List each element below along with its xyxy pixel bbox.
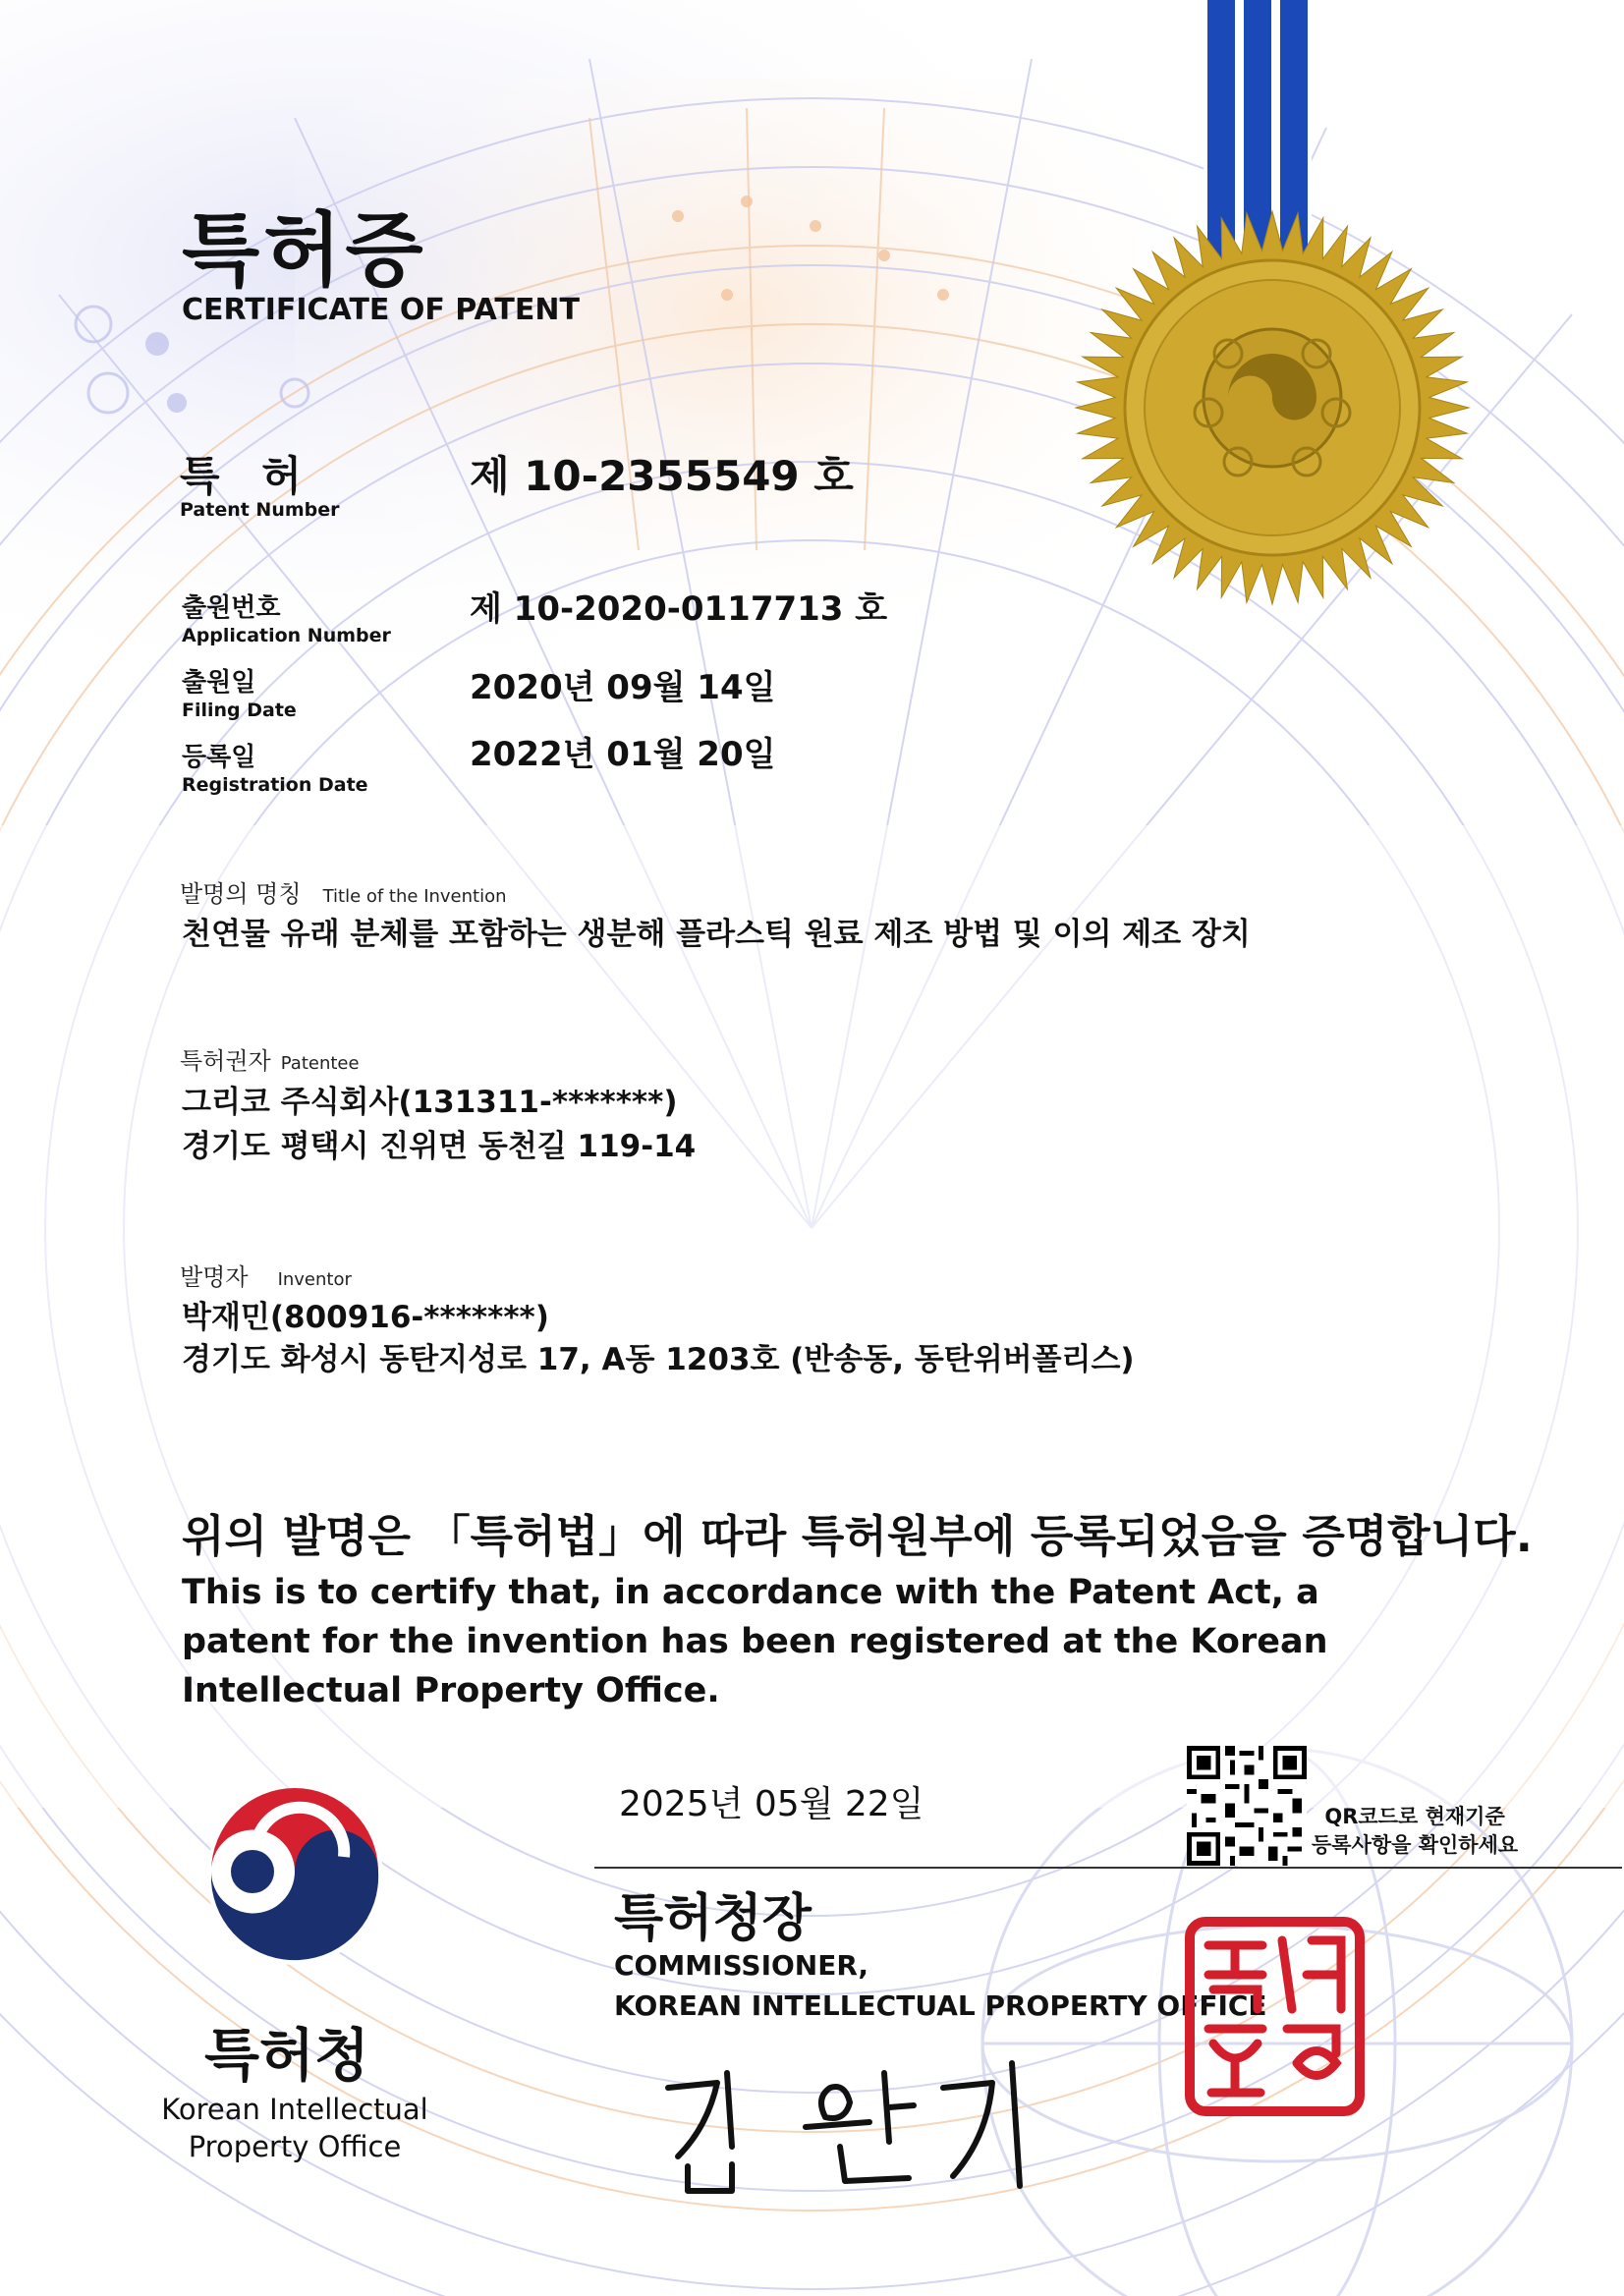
inventor-address: 경기도 화성시 동탄지성로 17, A동 1203호 (반송동, 동탄위버폴리스) (182, 1342, 1135, 1377)
invention-label-en: Title of the Invention (322, 886, 507, 907)
registration-date-label-en: Registration Date (182, 774, 368, 796)
commissioner-signature (648, 2048, 1041, 2196)
office-name-en-line2: Property Office (188, 2130, 402, 2163)
application-number-value: 제 10-2020-0117713 호 (470, 589, 888, 629)
signature-rule (594, 1867, 1622, 1869)
patent-number-label: 특 허 (180, 452, 315, 500)
commissioner-title-en-line1: COMMISSIONER, (614, 1949, 869, 1982)
certification-statement-en: This is to certify that, in accordance with the Patent Act, a patent for the invention has been registered at the Korean Intellectual Property Office. (182, 1573, 1328, 1710)
inventor-label-en: Inventor (277, 1269, 352, 1290)
official-seal-stamp (1184, 1916, 1366, 2117)
registration-date-value: 2022년 01월 20일 (470, 735, 776, 774)
qr-instructions (1312, 1803, 1518, 1860)
office-name-en-line1: Korean Intellectual (161, 2093, 428, 2126)
patentee-address: 경기도 평택시 진위면 동천길 119-14 (182, 1129, 697, 1164)
patent-number-label-en: Patent Number (180, 499, 340, 521)
inventor-label: 발명자 (180, 1263, 249, 1291)
application-number-label: 출원번호 (182, 593, 281, 623)
filing-date-label: 출원일 (182, 668, 256, 698)
office-name-en (157, 2091, 432, 2165)
filing-date-label-en: Filing Date (182, 700, 297, 721)
qr-code-icon[interactable] (1187, 1746, 1307, 1866)
taegeuk-logo-icon (196, 1778, 393, 1975)
filing-date-value: 2020년 09월 14일 (470, 668, 776, 707)
registration-date-label: 등록일 (182, 743, 256, 772)
gold-seal-icon (1071, 206, 1474, 609)
invention-label: 발명의 명칭 (180, 880, 302, 908)
certificate-title: 특허증 (182, 204, 427, 298)
invention-section-heading (180, 874, 507, 909)
patentee-label-en: Patentee (280, 1053, 360, 1074)
patent-number-value: 제 10-2355549 호 (470, 452, 854, 500)
certificate-title-en: CERTIFICATE OF PATENT (182, 293, 580, 327)
qr-instructions-line2: 등록사항을 확인하세요 (1312, 1833, 1519, 1857)
invention-title: 천연물 유래 분체를 포함하는 생분해 플라스틱 원료 제조 방법 및 이의 제조 장치 (182, 917, 1251, 952)
inventor-name: 박재민(800916-*******) (182, 1300, 549, 1335)
certification-statement-kr: 위의 발명은 「특허법」에 따라 특허원부에 등록되었음을 증명합니다. (182, 1510, 1533, 1562)
inventor-section-heading (180, 1258, 352, 1292)
issue-date: 2025년 05월 22일 (619, 1784, 924, 1824)
patentee-section-heading (180, 1041, 360, 1076)
patentee-name: 그리코 주식회사(131311-*******) (182, 1085, 678, 1120)
application-number-label-en: Application Number (182, 625, 391, 646)
commissioner-title: 특허청장 (614, 1889, 812, 1948)
qr-instructions-line1: QR코드로 현재기준 (1324, 1805, 1505, 1828)
patentee-label: 특허권자 (180, 1047, 271, 1075)
commissioner-title-en (614, 1945, 1267, 2026)
office-name-kr: 특허청 (204, 2022, 370, 2089)
commissioner-title-en-line2: KOREAN INTELLECTUAL PROPERTY OFFICE (614, 1989, 1267, 2022)
